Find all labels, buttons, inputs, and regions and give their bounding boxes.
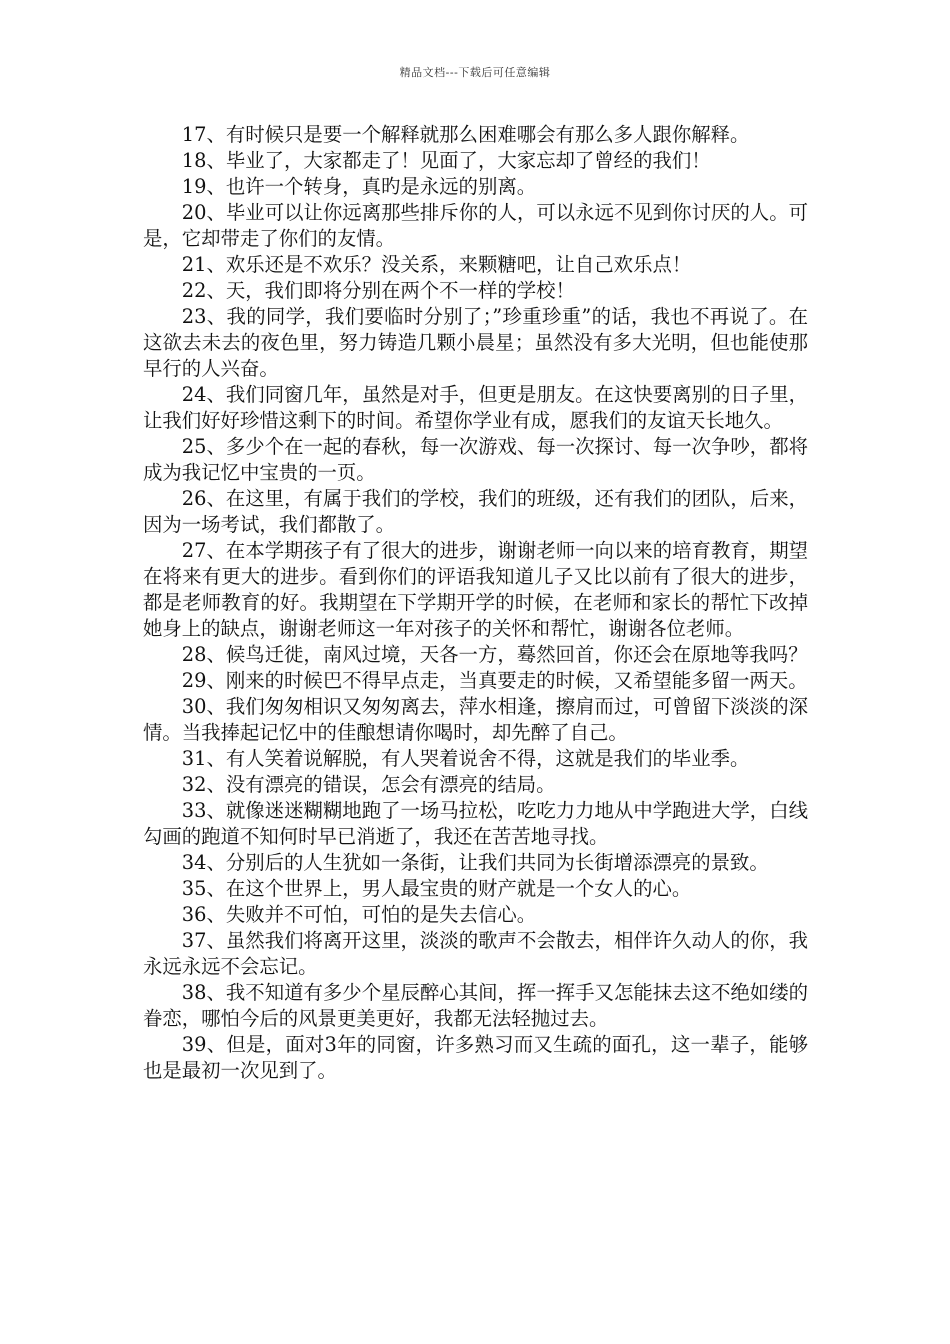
paragraph-38: 38、我不知道有多少个星辰醉心其间，挥一挥手又怎能抹去这不绝如缕的眷恋，哪怕今后的风景更美更好，我都无法轻抛过去。 [143,981,808,1030]
paragraph-25: 25、多少个在一起的春秋，每一次游戏、每一次探讨、每一次争吵，都将成为我记忆中宝贵的一页。 [143,435,808,484]
document-body [143,122,808,1084]
paragraph-21: 21、欢乐还是不欢乐？没关系，来颗糖吧，让自己欢乐点！ [181,253,692,276]
paragraph-22: 22、天，我们即将分别在两个不一样的学校！ [181,279,575,302]
paragraph-27: 27、在本学期孩子有了很大的进步，谢谢老师一向以来的培育教育，期望在将来有更大的进步。看到你们的评语我知道儿子又比以前有了很大的进步，都是老师教育的好。我期望在下学期开学的时候，在老师和家长的帮忙下改掉她身上的缺点，谢谢老师这一年对孩子的关怀和帮忙，谢谢各位老师。 [143,539,808,640]
paragraph-20: 20、毕业可以让你远离那些排斥你的人，可以永远不见到你讨厌的人。可是，它却带走了你们的友情。 [143,201,808,250]
paragraph-29: 29、刚来的时候巴不得早点走，当真要走的时候，又希望能多留一两天。 [181,669,808,692]
paragraph-17: 17、有时候只是要一个解释就那么困难哪会有那么多人跟你解释。 [181,123,750,146]
paragraph-26: 26、在这里，有属于我们的学校，我们的班级，还有我们的团队，后来，因为一场考试，我们都散了。 [143,487,808,536]
paragraph-24: 24、我们同窗几年，虽然是对手，但更是朋友。在这快要离别的日子里，让我们好好珍惜这剩下的时间。希望你学业有成，愿我们的友谊天长地久。 [143,383,808,432]
paragraph-39: 39、但是，面对3年的同窗，许多熟习而又生疏的面孔，这一辈子，能够也是最初一次见到了。 [143,1033,808,1082]
paragraph-37: 37、虽然我们将离开这里，淡淡的歌声不会散去，相伴许久动人的你，我永远永远不会忘记。 [143,929,808,978]
paragraph-18: 18、毕业了，大家都走了！见面了，大家忘却了曾经的我们！ [181,149,711,172]
paragraph-36: 36、失败并不可怕，可怕的是失去信心。 [181,903,537,926]
paragraph-33: 33、就像迷迷糊糊地跑了一场马拉松，吃吃力力地从中学跑进大学，白线勾画的跑道不知何时早已消逝了，我还在苦苦地寻找。 [143,799,808,848]
paragraph-19: 19、也许一个转身，真旳是永远的别离。 [181,175,537,198]
paragraph-31: 31、有人笑着说解脱，有人哭着说舍不得，这就是我们的毕业季。 [181,747,750,770]
paragraph-28: 28、候鸟迁徙，南风过境，天各一方，蓦然回首，你还会在原地等我吗？ [181,643,808,666]
paragraph-23: 23、我的同学，我们要临时分别了；”珍重珍重”的话，我也不再说了。在这欲去未去的夜色里，努力铸造几颗小晨星；虽然没有多大光明，但也能使那早行的人兴奋。 [143,305,808,380]
paragraph-34: 34、分别后的人生犹如一条街，让我们共同为长街增添漂亮的景致。 [181,851,769,874]
page-header: 精品文档---下载后可任意编辑 [399,66,551,79]
paragraph-30: 30、我们匆匆相识又匆匆离去，萍水相逢，擦肩而过，可曾留下淡淡的深情。当我捧起记忆中的佳酿想请你喝时，却先醉了自己。 [143,695,808,744]
paragraph-32: 32、没有漂亮的错误，怎会有漂亮的结局。 [181,773,556,796]
paragraph-35: 35、在这个世界上，男人最宝贵的财产就是一个女人的心。 [181,877,692,900]
